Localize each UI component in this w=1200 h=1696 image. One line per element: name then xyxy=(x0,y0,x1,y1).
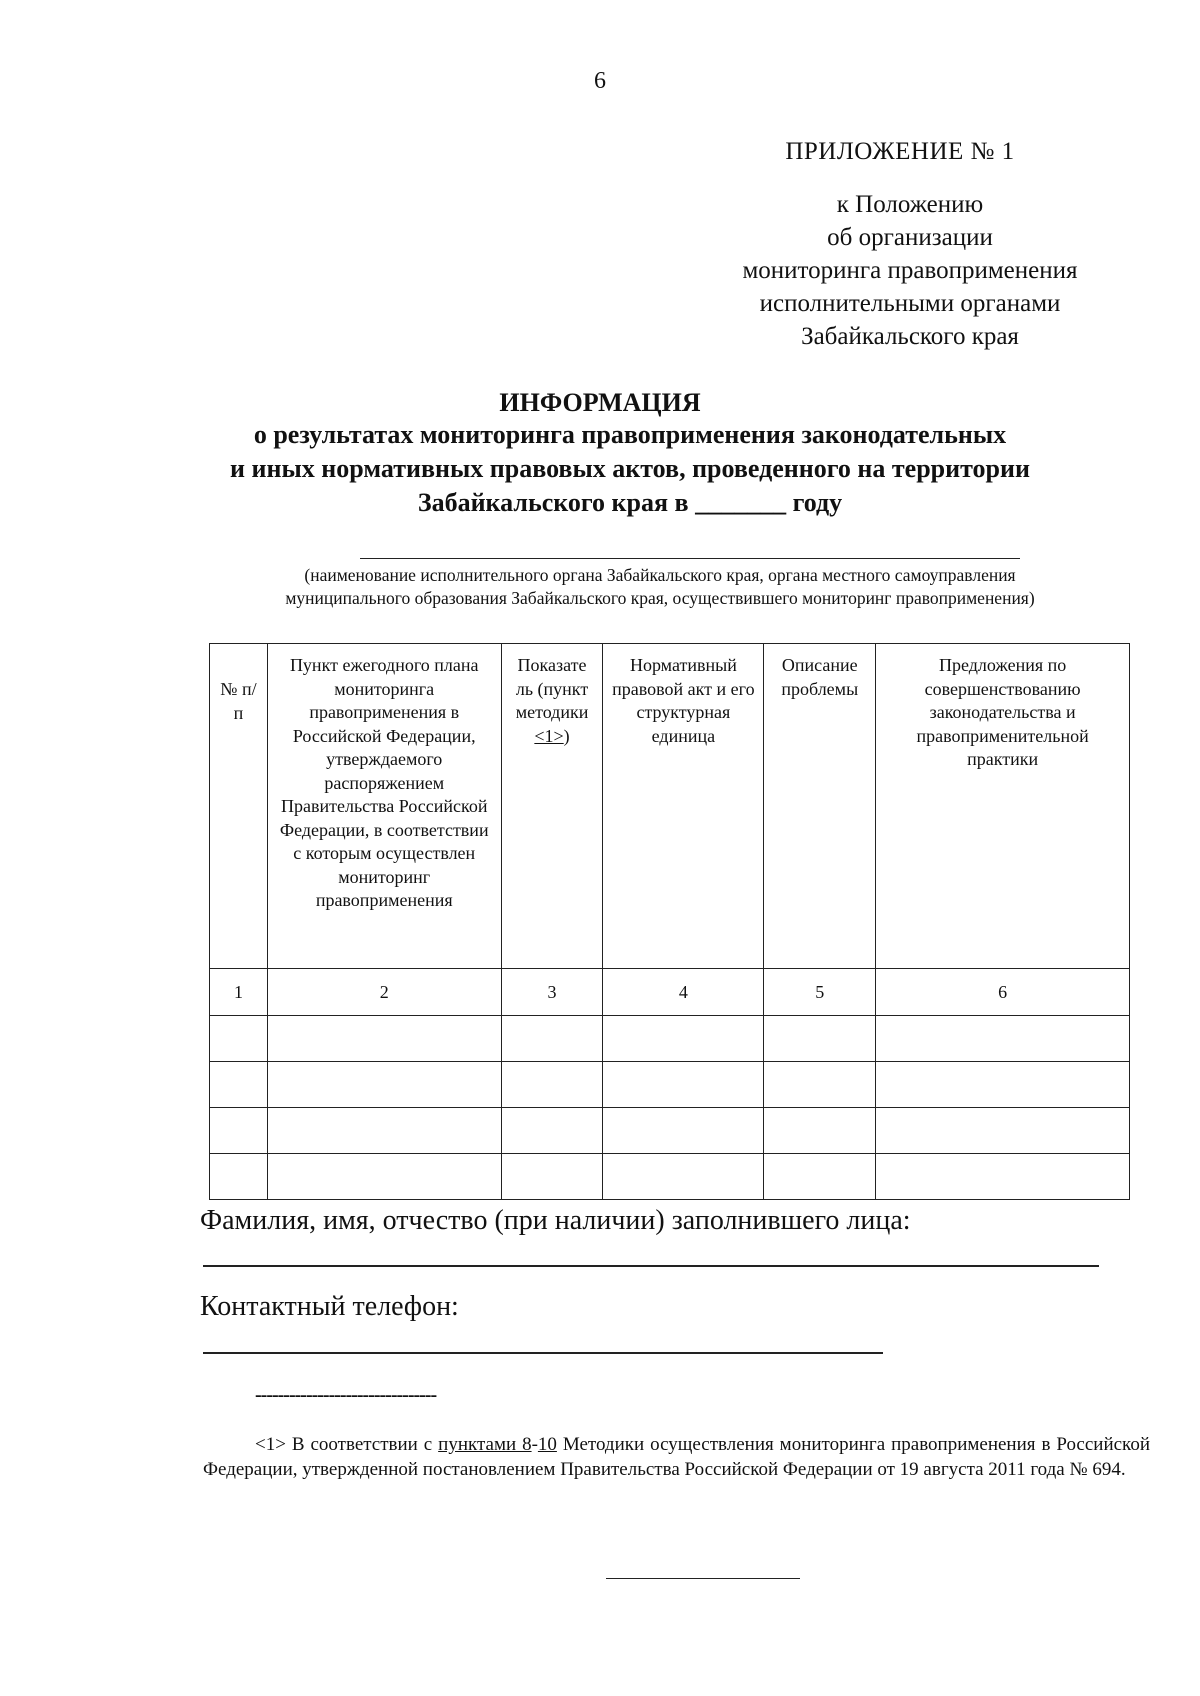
header-text: № п/п xyxy=(220,679,257,723)
fio-fill-line xyxy=(203,1265,1099,1267)
footnote-separator: -------------------------------- xyxy=(255,1384,437,1406)
empty-cell xyxy=(603,1016,764,1062)
empty-cell xyxy=(764,1154,876,1200)
end-of-document-line xyxy=(606,1578,800,1579)
footnote-prefix: <1> В соответствии с xyxy=(255,1434,439,1455)
phone-fill-line xyxy=(203,1352,883,1354)
empty-cell xyxy=(210,1108,268,1154)
empty-cell xyxy=(501,1108,603,1154)
appendix-title: ПРИЛОЖЕНИЕ № 1 xyxy=(785,138,1015,165)
empty-cell xyxy=(267,1016,501,1062)
table-row xyxy=(210,1154,1130,1200)
column-number: 1 xyxy=(210,969,268,1016)
empty-cell xyxy=(267,1154,501,1200)
empty-cell xyxy=(501,1062,603,1108)
appendix-line: исполнительными органами xyxy=(759,290,1061,317)
header-text: Предложения по совершенствованию законодательства и правоприменительной практики xyxy=(916,655,1089,769)
column-number: 5 xyxy=(764,969,876,1016)
empty-cell xyxy=(210,1062,268,1108)
page-number: 6 xyxy=(594,68,606,94)
phone-label: Контактный телефон: xyxy=(200,1291,459,1322)
header-text: Нормативный правовой акт и его структурная единица xyxy=(612,655,755,746)
organ-name-caption xyxy=(200,564,1120,610)
appendix-line: Забайкальского края xyxy=(801,323,1019,350)
empty-cell xyxy=(764,1108,876,1154)
column-number: 3 xyxy=(501,969,603,1016)
empty-cell xyxy=(501,1016,603,1062)
footnote-link-points[interactable]: пунктами 8 xyxy=(438,1434,532,1455)
empty-cell xyxy=(876,1062,1130,1108)
appendix-line: к Положению xyxy=(836,191,984,218)
empty-cell xyxy=(876,1016,1130,1062)
empty-cell xyxy=(210,1154,268,1200)
appendix-line: об организации xyxy=(827,224,993,251)
footnote-ref-link[interactable]: <1> xyxy=(534,725,564,746)
monitoring-table xyxy=(209,643,1130,1200)
empty-cell xyxy=(603,1108,764,1154)
header-cell xyxy=(876,644,1130,969)
empty-cell xyxy=(267,1108,501,1154)
caption-line: муниципального образования Забайкальского края, осуществившего мониторинг правоприменения) xyxy=(285,588,1035,608)
organ-name-line xyxy=(360,558,1020,559)
table-header-row xyxy=(210,644,1130,969)
column-number: 4 xyxy=(603,969,764,1016)
header-cell xyxy=(764,644,876,969)
table-row xyxy=(210,1062,1130,1108)
empty-cell xyxy=(764,1062,876,1108)
document-subtitle xyxy=(150,418,1110,520)
caption-line: (наименование исполнительного органа Забайкальского края, органа местного самоуправления xyxy=(304,565,1016,585)
subtitle-line: и иных нормативных правовых актов, проведенного на территории xyxy=(230,454,1030,483)
footnote-dash: - xyxy=(531,1434,538,1455)
empty-cell xyxy=(501,1154,603,1200)
column-number: 2 xyxy=(267,969,501,1016)
empty-cell xyxy=(210,1016,268,1062)
footnote-text xyxy=(203,1432,1150,1482)
appendix-line: мониторинга правоприменения xyxy=(742,257,1078,284)
empty-cell xyxy=(764,1016,876,1062)
table-row xyxy=(210,1016,1130,1062)
document-title: ИНФОРМАЦИЯ xyxy=(499,388,701,417)
empty-cell xyxy=(876,1154,1130,1200)
empty-cell xyxy=(876,1108,1130,1154)
subtitle-line: о результатах мониторинга правоприменения законодательных xyxy=(253,420,1007,449)
header-text: Показате ль (пункт методики xyxy=(515,655,589,722)
header-cell xyxy=(267,644,501,969)
header-cell xyxy=(501,644,603,969)
header-cell xyxy=(210,644,268,969)
header-text: Пункт ежегодного плана мониторинга правоприменения в Российской Федерации, утверждаемого распоряжением Правительства Российской Федерации, в соответствии с которым осуществлен мониторинг правоприменения xyxy=(279,655,489,910)
footnote-link-point-10[interactable]: 10 xyxy=(537,1434,557,1455)
header-text: Описание проблемы xyxy=(781,655,859,699)
table-row xyxy=(210,1108,1130,1154)
column-number: 6 xyxy=(876,969,1130,1016)
header-text: ) xyxy=(563,725,570,746)
fio-label: Фамилия, имя, отчество (при наличии) заполнившего лица: xyxy=(200,1205,911,1236)
empty-cell xyxy=(603,1062,764,1108)
footnote-suffix: Методики осуществления мониторинга правоприменения в Российской Федерации, утвержденной постановлением Правительства Российской Федерации от 19 августа 2011 года № 694. xyxy=(203,1434,1150,1480)
subtitle-line: Забайкальского края в _______ году xyxy=(417,488,843,517)
header-cell xyxy=(603,644,764,969)
appendix-reference xyxy=(700,188,1120,353)
column-number-row xyxy=(210,969,1130,1016)
empty-cell xyxy=(603,1154,764,1200)
empty-cell xyxy=(267,1062,501,1108)
